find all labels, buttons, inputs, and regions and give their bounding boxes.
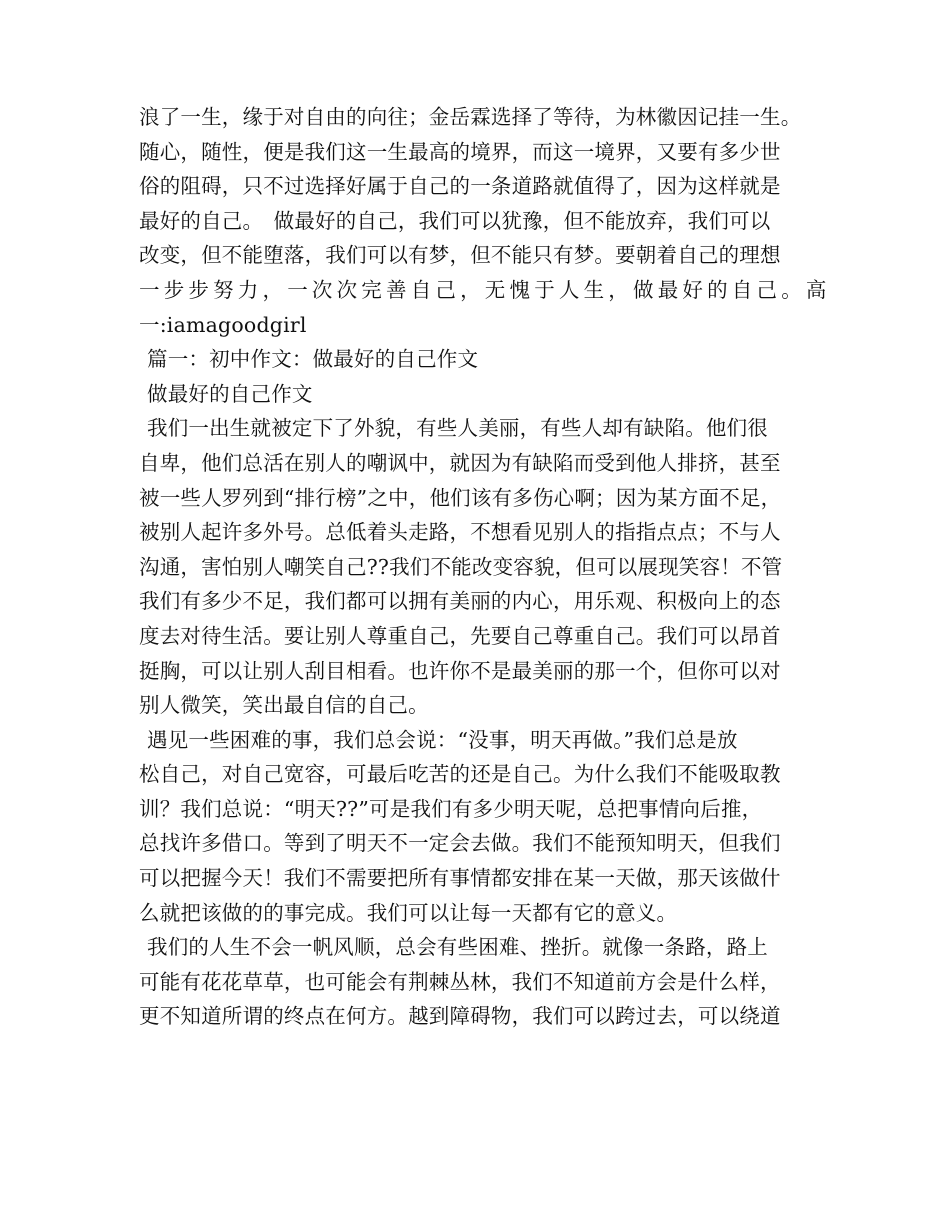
text-line: 可能有花花草草，也可能会有荆棘丛林，我们不知道前方会是什么样， xyxy=(139,969,781,994)
text-line: 被别人起许多外号。总低着头走路，不想看见别人的指指点点；不与人 xyxy=(139,520,781,545)
text-line: 自卑，他们总活在别人的嘲讽中，就因为有缺陷而受到他人排挤，甚至 xyxy=(139,450,781,475)
text-line: 度去对待生活。要让别人尊重自己，先要自己尊重自己。我们可以昂首 xyxy=(139,623,781,648)
essay-title: 做最好的自己作文 xyxy=(147,381,313,406)
paragraph-start-line: 我们的人生不会一帆风顺，总会有些困难、挫折。就像一条路，路上 xyxy=(147,935,768,960)
text-line: 俗的阻碍，只不过选择好属于自己的一条道路就值得了，因为这样就是 xyxy=(139,174,781,199)
text-line: 一:iamagoodgirl xyxy=(139,312,307,337)
text-line: 一步步努力，一次次完善自己，无愧于人生，做最好的自己。高 xyxy=(139,277,831,302)
essay-text-block xyxy=(139,100,831,1034)
text-line: 最好的自己。 做最好的自己，我们可以犹豫，但不能放弃，我们可以 xyxy=(139,208,771,233)
text-line: 沟通，害怕别人嘲笑自己??我们不能改变容貌，但可以展现笑容！不管 xyxy=(139,554,783,579)
paragraph-start-line: 遇见一些困难的事，我们总会说：“没事，明天再做。”我们总是放 xyxy=(147,727,738,752)
text-line: 松自己，对自己宽容，可最后吃苦的还是自己。为什么我们不能吸取教 xyxy=(139,762,781,787)
section-heading: 篇一：初中作文：做最好的自己作文 xyxy=(147,347,479,372)
text-line: 随心，随性，便是我们这一生最高的境界，而这一境界，又要有多少世 xyxy=(139,139,781,164)
text-line: 我们有多少不足，我们都可以拥有美丽的内心，用乐观、积极向上的态 xyxy=(139,589,781,614)
text-line: 改变，但不能堕落，我们可以有梦，但不能只有梦。要朝着自己的理想 xyxy=(139,243,781,268)
text-line: 可以把握今天！我们不需要把所有事情都安排在某一天做，那天该做什 xyxy=(139,866,781,891)
text-line: 被一些人罗列到“排行榜”之中，他们该有多伤心啊；因为某方面不足， xyxy=(139,485,782,510)
text-line: 别人微笑，笑出最自信的自己。 xyxy=(139,693,429,718)
text-line: 么就把该做的的事完成。我们可以让每一天都有它的意义。 xyxy=(139,900,678,925)
text-line: 浪了一生，缘于对自由的向往；金岳霖选择了等待，为林徽因记挂一生。 xyxy=(139,105,802,129)
text-line: 更不知道所谓的终点在何方。越到障碍物，我们可以跨过去，可以绕道 xyxy=(139,1004,781,1029)
text-line: 挺胸，可以让别人刮目相看。也许你不是最美丽的那一个，但你可以对 xyxy=(139,658,781,683)
text-line: 总找许多借口。等到了明天不一定会去做。我们不能预知明天，但我们 xyxy=(139,831,781,856)
text-line: 训？我们总说：“明天??”可是我们有多少明天呢，总把事情向后推， xyxy=(139,796,763,821)
paragraph-start-line: 我们一出生就被定下了外貌，有些人美丽，有些人却有缺陷。他们很 xyxy=(147,416,768,441)
